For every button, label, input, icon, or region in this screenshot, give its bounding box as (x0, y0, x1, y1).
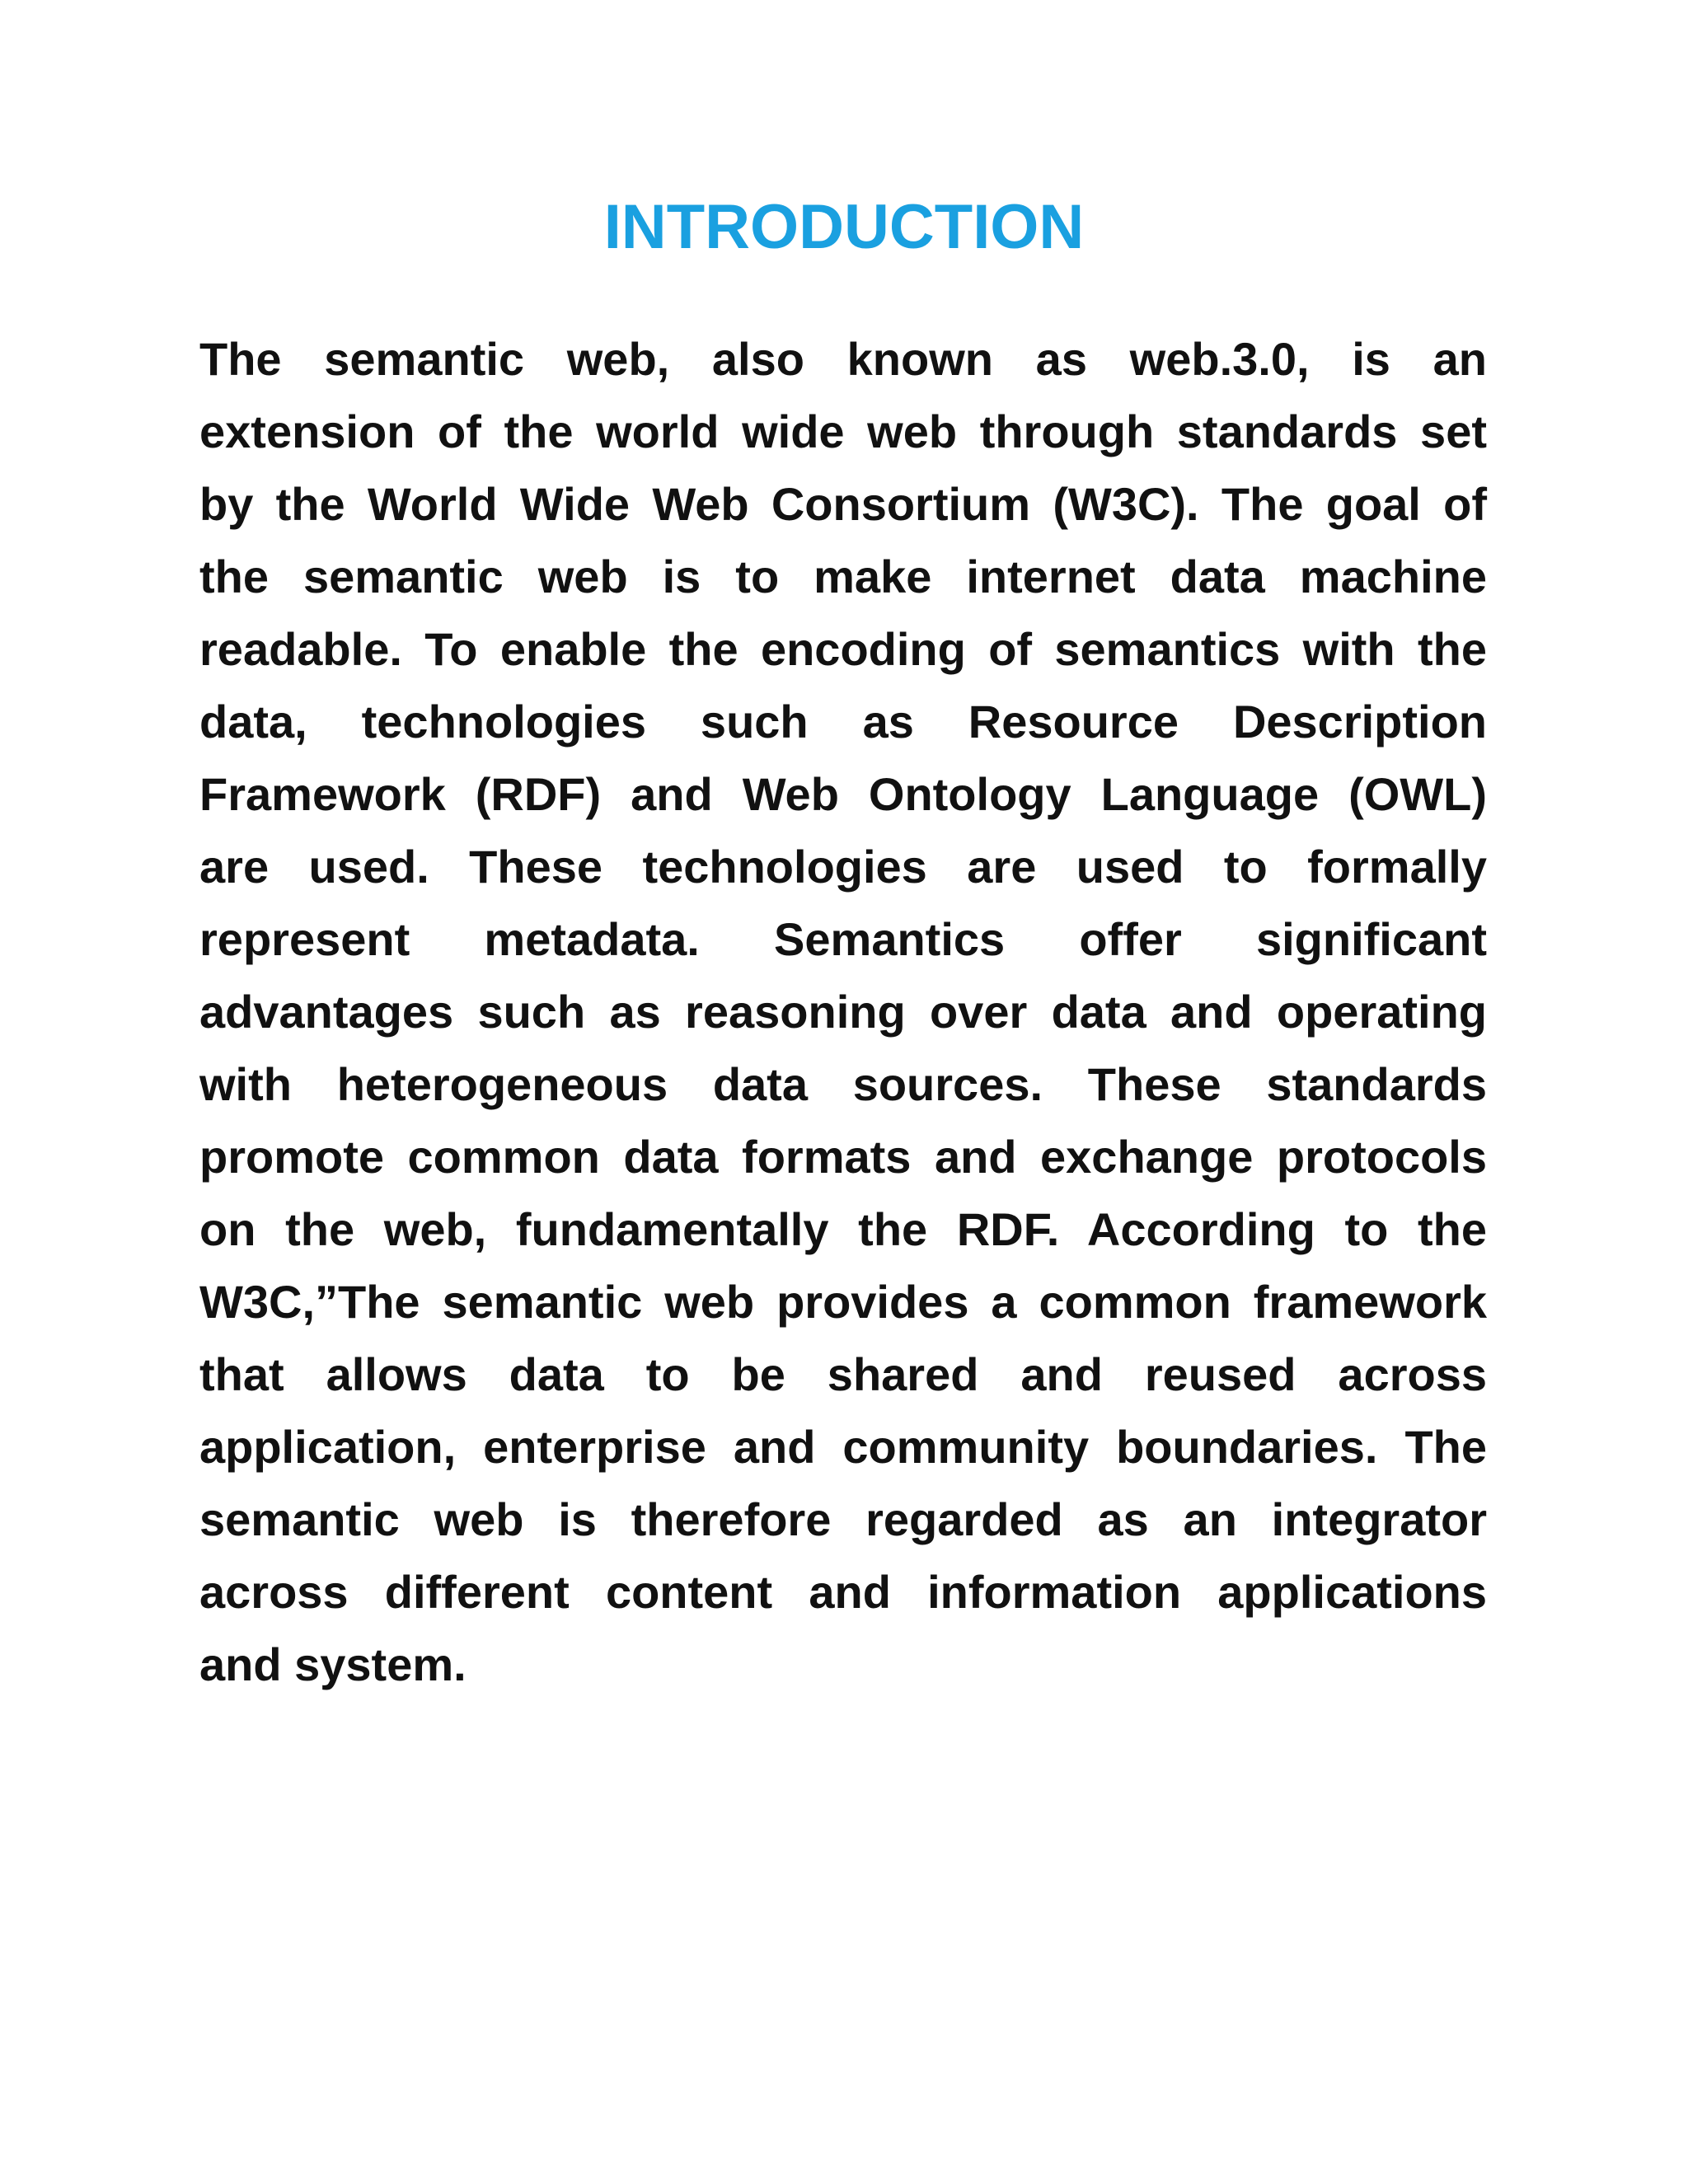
paragraph-line: extension of the world wide web through standards set (199, 405, 1487, 457)
paragraph-line: across different content and information applications (199, 1566, 1487, 1618)
paragraph-line: data, technologies such as Resource Description (199, 696, 1487, 748)
paragraph-line: application, enterprise and community boundaries. The (199, 1421, 1487, 1473)
paragraph-line: semantic web is therefore regarded as an integrator (199, 1493, 1487, 1545)
paragraph-line: that allows data to be shared and reused across (199, 1348, 1487, 1400)
paragraph-line: with heterogeneous data sources. These standards (199, 1058, 1487, 1110)
paragraph-line: represent metadata. Semantics offer significant (199, 913, 1487, 965)
introduction-paragraph (199, 323, 1487, 1701)
paragraph-line: the semantic web is to make internet data machine (199, 551, 1487, 602)
paragraph-line: and system. (199, 1638, 467, 1690)
paragraph-line: advantages such as reasoning over data and operating (199, 986, 1487, 1038)
paragraph-line: by the World Wide Web Consortium (W3C). The goal of (199, 478, 1487, 530)
paragraph-line: promote common data formats and exchange protocols (199, 1131, 1487, 1183)
page-title: INTRODUCTION (603, 192, 1085, 262)
paragraph-line: The semantic web, also known as web.3.0, is an (199, 333, 1487, 385)
paragraph-line: on the web, fundamentally the RDF. According to the (199, 1203, 1487, 1255)
paragraph-line: are used. These technologies are used to formally (199, 841, 1487, 893)
paragraph-line: readable. To enable the encoding of semantics with the (199, 623, 1487, 675)
paragraph-line: Framework (RDF) and Web Ontology Language (OWL) (199, 768, 1487, 820)
paragraph-line: W3C,”The semantic web provides a common framework (199, 1276, 1487, 1328)
